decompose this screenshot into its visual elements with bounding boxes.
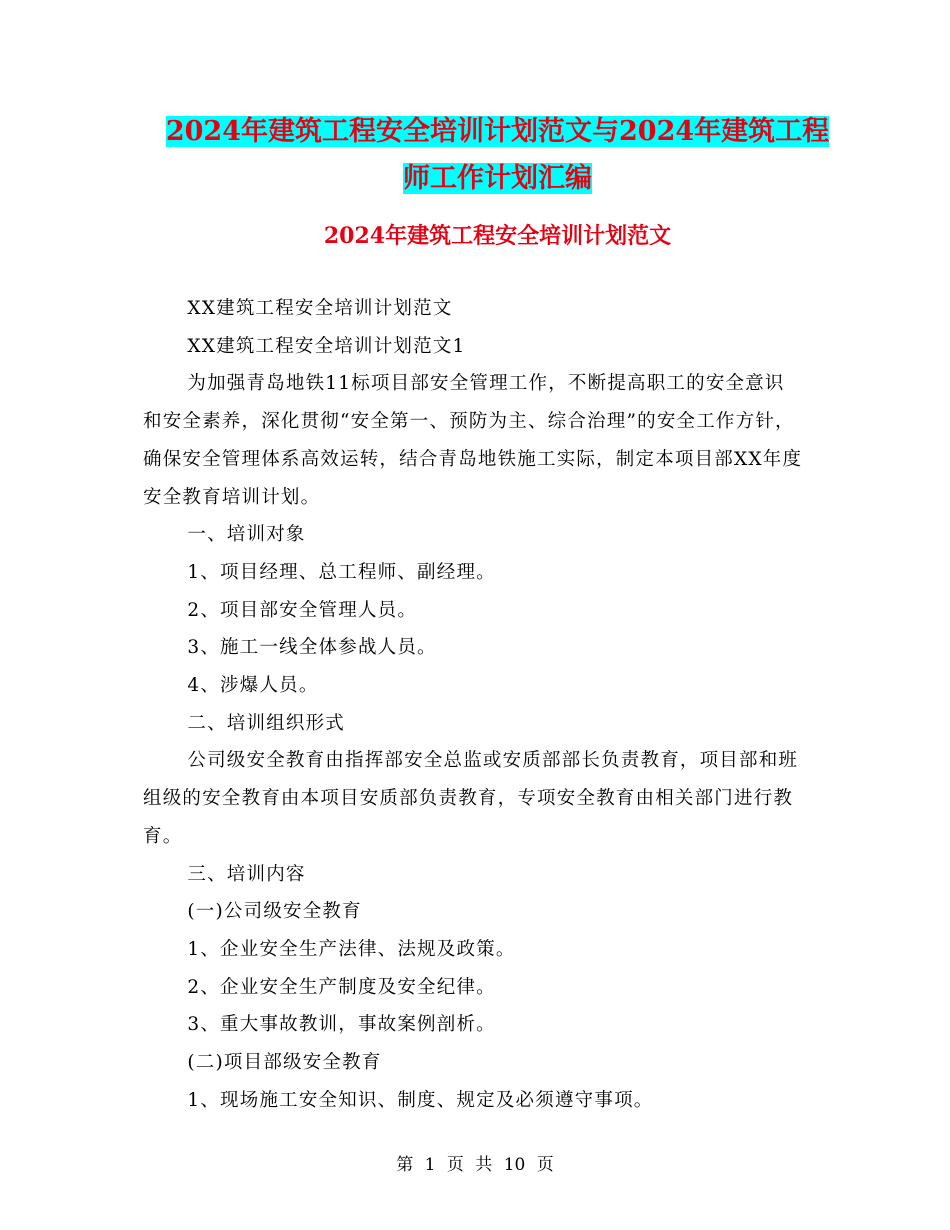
paragraph-17: 1、现场施工安全知识、制度、规定及必须遵守事项。 bbox=[187, 1089, 654, 1111]
paragraph-13: 1、企业安全生产法律、法规及政策。 bbox=[187, 938, 516, 960]
document-title-line-1: 2024年建筑工程安全培训计划范文与2024年建筑工程 bbox=[165, 116, 830, 147]
paragraph-8: 4、涉爆人员。 bbox=[187, 675, 319, 697]
footer-prefix: 第 bbox=[396, 1155, 414, 1175]
paragraph-12: (一)公司级安全教育 bbox=[187, 901, 362, 923]
footer-total-prefix: 共 bbox=[475, 1155, 493, 1175]
paragraph-2: XX建筑工程安全培训计划范文1 bbox=[187, 335, 466, 357]
paragraph-7: 3、施工一线全体参战人员。 bbox=[187, 637, 437, 659]
paragraph-6: 2、项目部安全管理人员。 bbox=[187, 599, 418, 621]
paragraph-15: 3、重大事故教训，事故案例剖析。 bbox=[187, 1014, 496, 1036]
paragraph-9: 二、培训组织形式 bbox=[187, 712, 345, 734]
footer-page-unit: 页 bbox=[446, 1155, 464, 1175]
paragraph-1: XX建筑工程安全培训计划范文 bbox=[187, 298, 453, 319]
document-title bbox=[140, 108, 855, 202]
paragraph-14: 2、企业安全生产制度及安全纪律。 bbox=[187, 976, 496, 998]
document-title-line-2: 师工作计划汇编 bbox=[403, 163, 592, 194]
document-body bbox=[143, 290, 803, 1119]
paragraph-16: (二)项目部级安全教育 bbox=[187, 1052, 382, 1074]
section-title: 2024年建筑工程安全培训计划范文 bbox=[323, 223, 672, 249]
footer-total-pages: 10 bbox=[503, 1155, 526, 1175]
paragraph-3: 为加强青岛地铁11标项目部安全管理工作，不断提高职工的安全意识和安全素养，深化贯彻“安全第一、预防为主、综合治理”的安全工作方针，确保安全管理体系高效运转，结合青岛地铁施工实际，制定本项目部XX年度安全教育培训计划。 bbox=[143, 373, 803, 508]
paragraph-5: 1、项目经理、总工程师、副经理。 bbox=[187, 561, 496, 583]
paragraph-4: 一、培训对象 bbox=[187, 524, 306, 546]
paragraph-11: 三、培训内容 bbox=[187, 863, 306, 885]
paragraph-10: 公司级安全教育由指挥部安全总监或安质部部长负责教育，项目部和班组级的安全教育由本项目安质部负责教育，专项安全教育由相关部门进行教育。 bbox=[143, 750, 799, 847]
footer-current-page: 1 bbox=[424, 1155, 436, 1175]
page-footer bbox=[0, 1150, 950, 1180]
footer-total-unit: 页 bbox=[536, 1155, 554, 1175]
